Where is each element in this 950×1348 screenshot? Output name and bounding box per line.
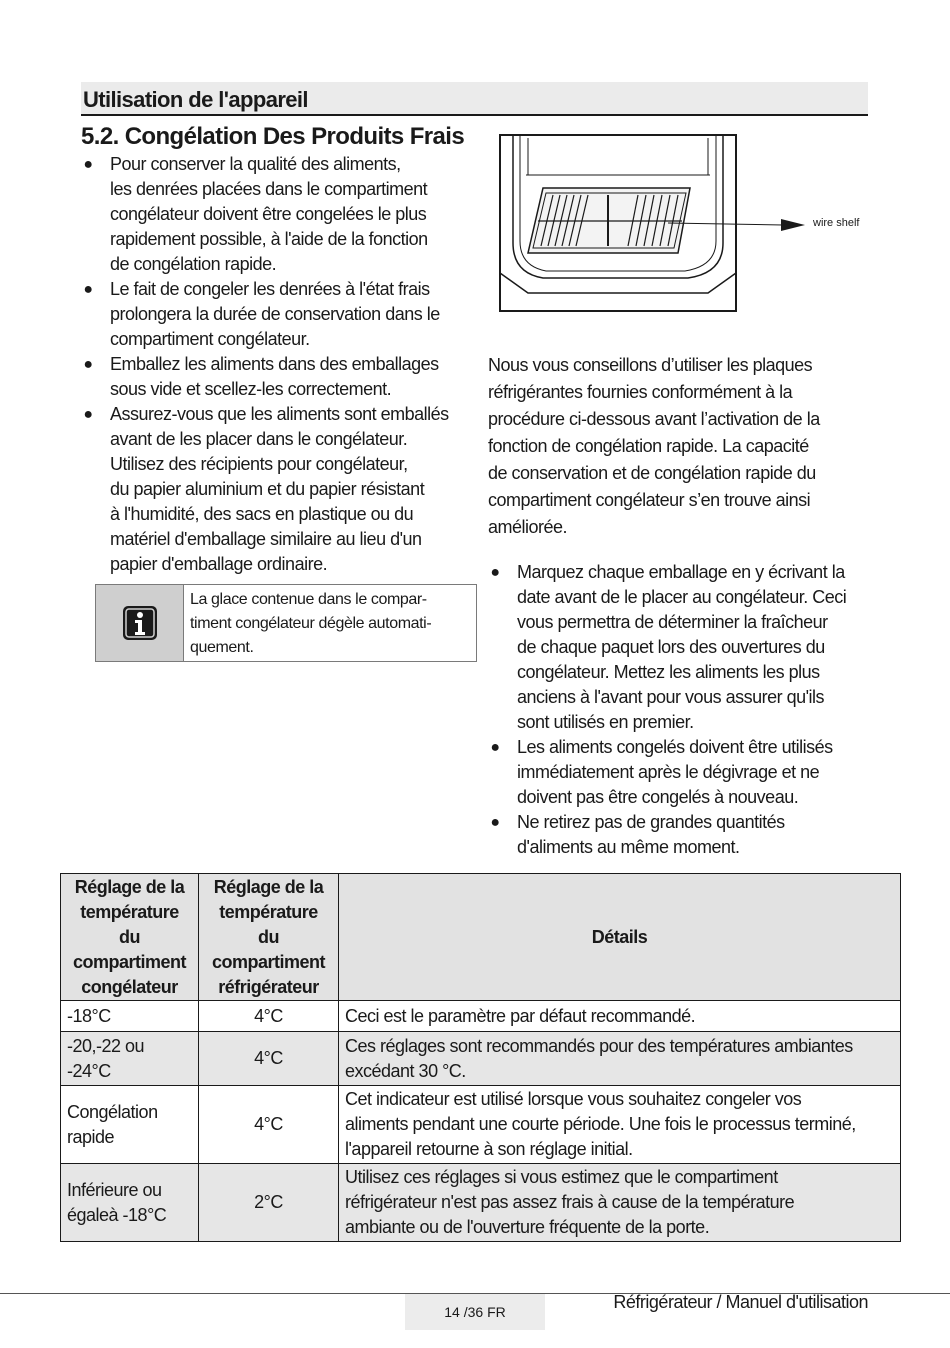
bullet-icon: ●	[83, 406, 93, 423]
list-item: ● Pour conserver la qualité des aliments, les denrées placées dans le compartiment congélateur doivent être congelées le plus rapidement possible, à l'aide de la fonction de congélation rapide.	[81, 152, 481, 277]
info-note	[95, 584, 477, 662]
table-header-row	[61, 874, 901, 1001]
header-fridge: Réglage de la température du compartiment réfrigérateur	[199, 874, 339, 1001]
intro-paragraph: Nous vous conseillons d’utiliser les plaques réfrigérantes fournies conformément à la procédure ci-dessous avant l’activation de la fonction de congélation rapide. La capacité de conservation et de congélation rapide du compartiment congélateur s’en trouve ainsi améliorée.	[488, 355, 820, 537]
info-icon	[121, 604, 159, 642]
page-number: 14 /36 FR	[405, 1294, 545, 1330]
right-bullet-list	[488, 560, 878, 860]
table-row: Congélation rapide 4°C Cet indicateur est utilisé lorsque vous souhaitez congeler vos aliments pendant une courte période. Une fois le processus terminé, l'appareil retourne à son réglage initial.	[61, 1086, 901, 1164]
list-item: ● Assurez-vous que les aliments sont emballés avant de les placer dans le congélateur. Utilisez des récipients pour congélateur, du papier aluminium et du papier résistant à l'humidité, des sacs en plastique ou du matériel d'emballage similaire au lieu d'un papier d'emballage ordinaire.	[81, 402, 481, 577]
table-row: Inférieure ou égaleà -18°C 2°C Utilisez ces réglages si vous estimez que le compartiment réfrigérateur n'est pas assez frais à cause de la température ambiante ou de l'ouverture fréquente de la porte.	[61, 1164, 901, 1242]
bullet-icon: ●	[83, 281, 93, 298]
note-text: La glace contenue dans le compar- timent congélateur dégèle automati- quement.	[190, 591, 432, 656]
bullet-icon: ●	[490, 739, 500, 756]
list-item: ● Le fait de congeler les denrées à l'état frais prolongera la durée de conservation dans le compartiment congélateur.	[81, 277, 481, 352]
left-bullet-list	[81, 152, 481, 577]
header-details: Détails	[339, 874, 901, 1001]
table-row: -18°C 4°C Ceci est le paramètre par défaut recommandé.	[61, 1001, 901, 1032]
list-item: ● Emballez les aliments dans des emballages sous vide et scellez-les correctement.	[81, 352, 481, 402]
header-freezer: Réglage de la température du compartiment congélateur	[61, 874, 199, 1001]
section-header	[81, 82, 868, 116]
table-row: -20,-22 ou -24°C 4°C Ces réglages sont recommandés pour des températures ambiantes excédant 30 °C.	[61, 1032, 901, 1086]
wire-shelf-label: wire shelf	[813, 217, 860, 229]
list-item: ● Ne retirez pas de grandes quantités d'aliments au même moment.	[488, 810, 878, 860]
temperature-settings-table	[60, 873, 901, 1242]
freezer-diagram	[498, 133, 868, 313]
bullet-icon: ●	[83, 156, 93, 173]
list-item: ● Marquez chaque emballage en y écrivant la date avant de le placer au congélateur. Ceci vous permettra de déterminer la fraîcheur de chaque paquet lors des ouvertures du congélateur. Mettez les aliments les plus anciens à l'avant pour vous assurer qu'ils sont utilisés en premier.	[488, 560, 878, 735]
list-item: ● Les aliments congelés doivent être utilisés immédiatement après le dégivrage et ne doivent pas être congelés à nouveau.	[488, 735, 878, 810]
footer-title: Réfrigérateur / Manuel d'utilisation	[613, 1292, 868, 1312]
bullet-icon: ●	[490, 564, 500, 581]
bullet-icon: ●	[83, 356, 93, 373]
section-title: Utilisation de l'appareil	[83, 87, 308, 112]
page-heading: 5.2. Congélation Des Produits Frais	[81, 123, 465, 150]
bullet-icon: ●	[490, 814, 500, 831]
